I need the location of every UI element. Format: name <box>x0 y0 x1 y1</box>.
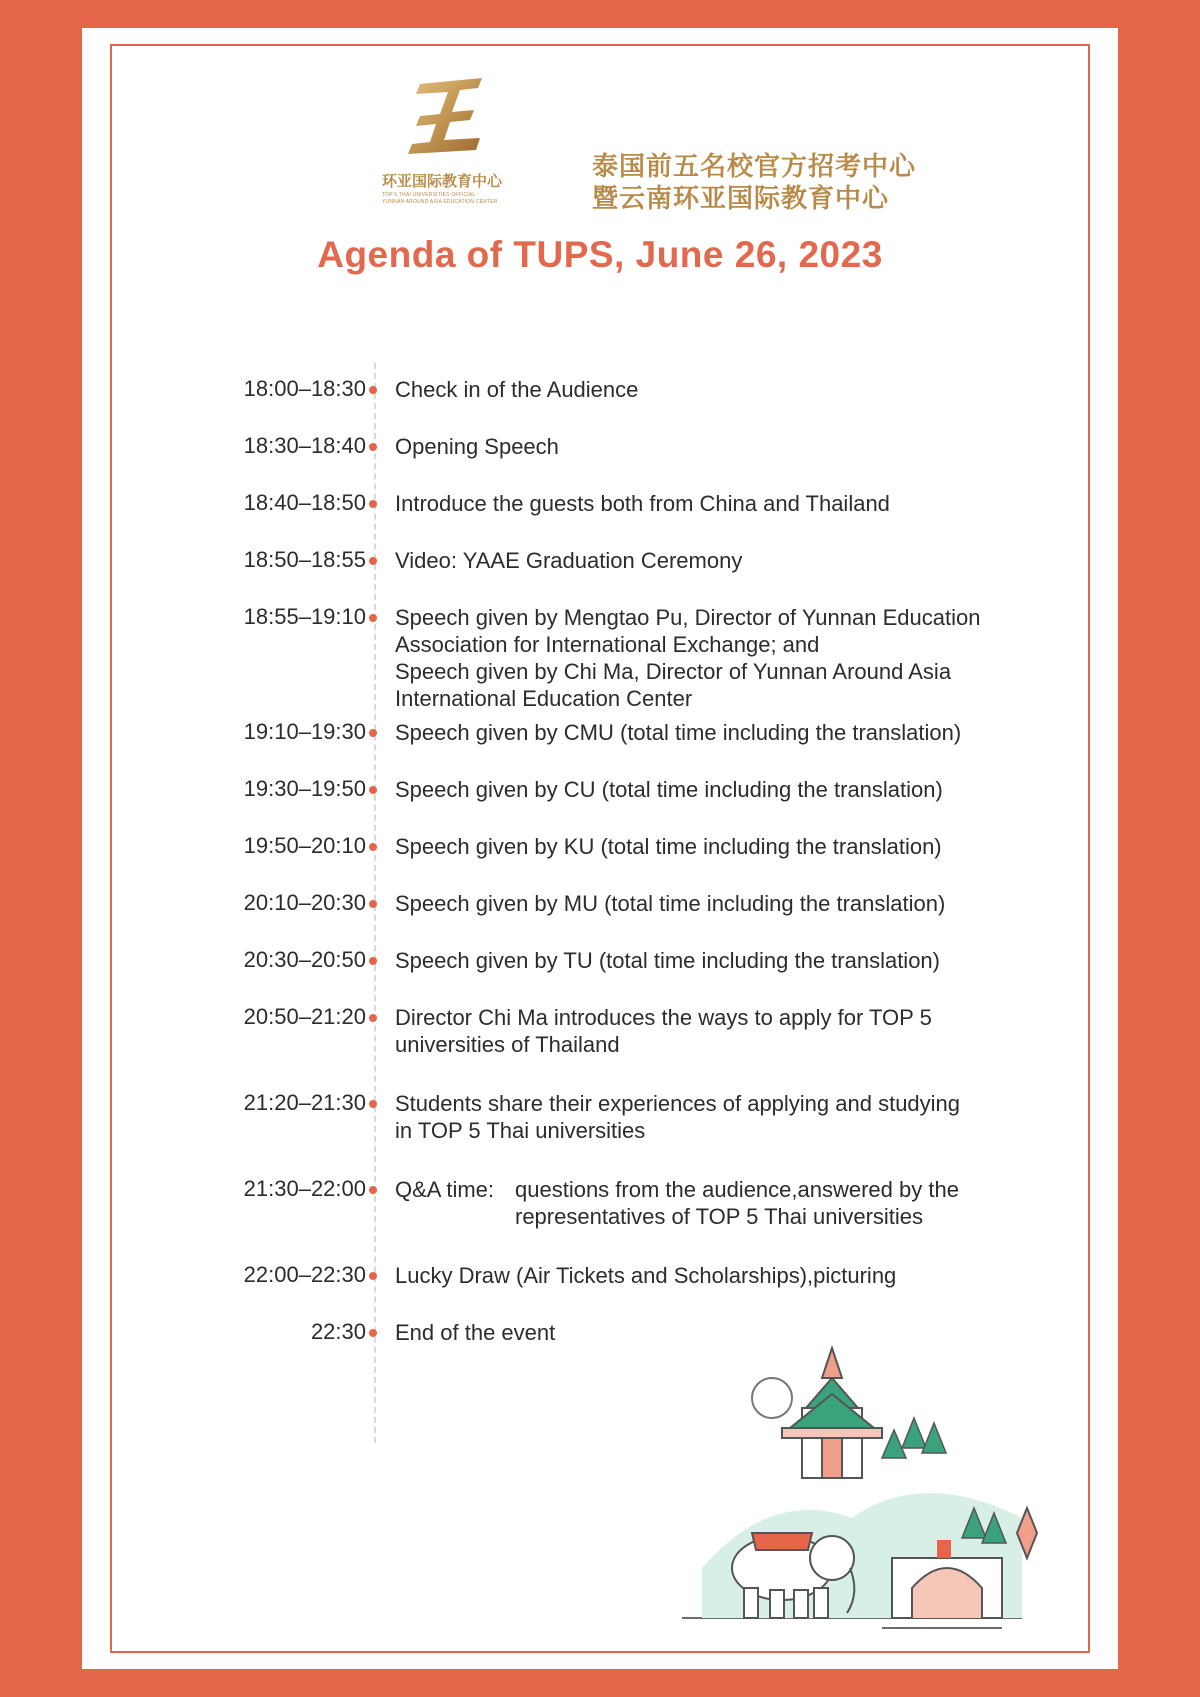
timeline-dot-icon <box>369 557 377 565</box>
agenda-description <box>395 433 1085 460</box>
agenda-description <box>395 1176 1085 1230</box>
agenda-line: Speech given by MU (total time including the translation) <box>395 891 946 916</box>
agenda-description <box>395 1004 1085 1058</box>
agenda-line: End of the event <box>395 1320 556 1345</box>
agenda-description <box>395 376 1085 403</box>
agenda-description <box>395 719 1085 746</box>
agenda-time: 18:40–18:50 <box>243 490 366 515</box>
agenda-line: Speech given by TU (total time including the translation) <box>395 948 940 973</box>
agenda-line: universities of Thailand <box>395 1032 620 1057</box>
agenda-description <box>395 833 1085 860</box>
agenda-time: 20:50–21:20 <box>243 1004 366 1029</box>
logo-cn-name: 环亚国际教育中心 <box>382 173 503 190</box>
logo-heading-line-1: 泰国前五名校官方招考中心 <box>592 151 917 181</box>
timeline-dot-icon <box>369 900 377 908</box>
timeline-dot-icon <box>369 500 377 508</box>
agenda-line: representatives of TOP 5 Thai universities <box>515 1204 924 1229</box>
agenda-line: questions from the audience,answered by the <box>515 1177 959 1202</box>
logo-heading-line-2: 暨云南环亚国际教育中心 <box>592 183 890 213</box>
agenda-line: Director Chi Ma introduces the ways to apply for TOP 5 <box>395 1005 932 1030</box>
agenda-time: 22:00–22:30 <box>243 1262 366 1287</box>
agenda-line: Students share their experiences of applying and studying <box>395 1091 961 1116</box>
timeline-dot-icon <box>369 1272 377 1280</box>
agenda-line: Speech given by KU (total time including the translation) <box>395 834 942 859</box>
timeline-dot-icon <box>369 1329 377 1337</box>
agenda-description <box>395 1262 1085 1289</box>
agenda-time: 18:55–19:10 <box>243 604 366 629</box>
agenda-time: 19:30–19:50 <box>243 776 366 801</box>
agenda-line: Speech given by Chi Ma, Director of Yunnan Around Asia <box>395 659 952 684</box>
agenda-line: Association for International Exchange; and <box>395 632 820 657</box>
agenda-line: Check in of the Audience <box>395 377 639 402</box>
agenda-line: Opening Speech <box>395 434 559 459</box>
thai-landmarks-illustration <box>682 1318 1042 1658</box>
agenda-line: in TOP 5 Thai universities <box>395 1118 646 1143</box>
timeline-dot-icon <box>369 1100 377 1108</box>
agenda-time: 21:20–21:30 <box>243 1090 366 1115</box>
agenda-time: 20:10–20:30 <box>243 890 366 915</box>
agenda-time: 19:10–19:30 <box>243 719 366 744</box>
agenda-time: 22:30 <box>310 1319 366 1344</box>
agenda-time: 19:50–20:10 <box>243 833 366 858</box>
agenda-line: Speech given by CU (total time including the translation) <box>395 777 943 802</box>
logo-subtitle: TOP 5 THAI UNIVERSITIES OFFICIAL <box>382 192 476 198</box>
agenda-time: 20:30–20:50 <box>243 947 366 972</box>
timeline-dot-icon <box>369 957 377 965</box>
timeline-dot-icon <box>369 1014 377 1022</box>
agenda-time: 21:30–22:00 <box>243 1176 366 1201</box>
agenda-time: 18:30–18:40 <box>243 433 366 458</box>
agenda-description <box>395 947 1085 974</box>
agenda-description <box>395 547 1085 574</box>
timeline-dot-icon <box>369 614 377 622</box>
agenda-line: Speech given by CMU (total time including the translation) <box>395 720 962 745</box>
timeline-dot-icon <box>369 443 377 451</box>
agenda-time: 18:50–18:55 <box>243 547 366 572</box>
agenda-line: Speech given by Mengtao Pu, Director of Yunnan Education <box>395 605 981 630</box>
agenda-line: International Education Center <box>395 686 693 711</box>
timeline-dot-icon <box>369 386 377 394</box>
agenda-poster <box>82 28 1118 1669</box>
temple-icon <box>782 1348 882 1478</box>
agenda-line: Video: YAAE Graduation Ceremony <box>395 548 743 573</box>
agenda-line: Lucky Draw (Air Tickets and Scholarships),picturing <box>395 1263 897 1288</box>
agenda-description <box>395 490 1085 517</box>
agenda-line: Introduce the guests both from China and Thailand <box>395 491 890 516</box>
timeline-dot-icon <box>369 786 377 794</box>
agenda-description <box>395 604 1085 712</box>
qa-label: Q&A time: <box>395 1177 495 1202</box>
timeline-dot-icon <box>369 729 377 737</box>
timeline-dot-icon <box>369 843 377 851</box>
agenda-time: 18:00–18:30 <box>243 376 366 401</box>
logo-subtitle-2: YUNNAN AROUND ASIA EDUCATION CENTER <box>382 199 498 205</box>
agenda-description <box>395 776 1085 803</box>
timeline-dot-icon <box>369 1186 377 1194</box>
agenda-description <box>395 890 1085 917</box>
page-title: Agenda of TUPS, June 26, 2023 <box>317 234 883 275</box>
agenda-description <box>395 1090 1085 1144</box>
